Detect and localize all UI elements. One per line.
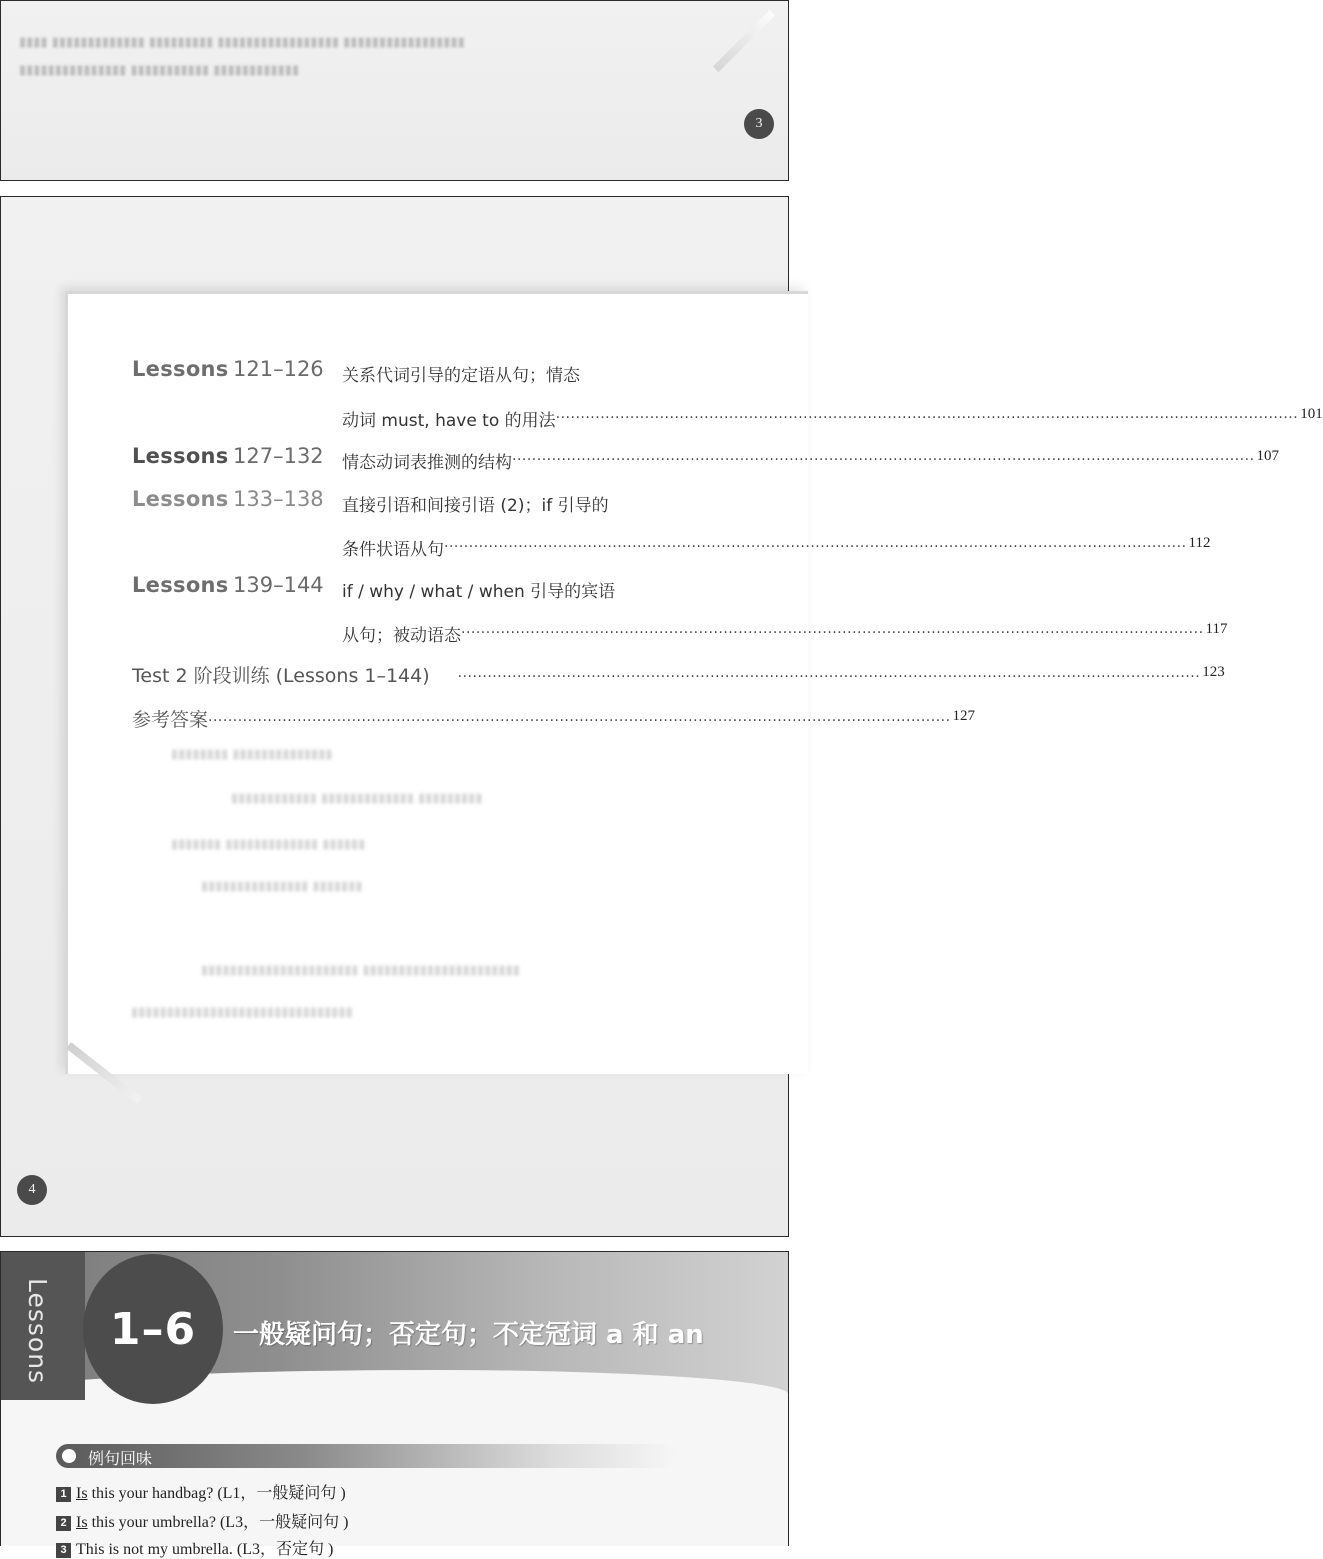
show-through-text: ▮▮▮▮▮▮▮▮▮▮▮▮▮▮▮ ▮▮▮▮▮▮▮ xyxy=(201,879,363,894)
page-number: 4 xyxy=(17,1175,47,1205)
lesson-range: 139–144 xyxy=(233,573,324,597)
entry-title-line2: 条件状语从句 xyxy=(342,540,444,560)
number-badge: 2 xyxy=(56,1516,71,1531)
answers-title: 参考答案 xyxy=(132,709,209,731)
dot-leader: ...................................................................................................................................................... xyxy=(461,621,1204,637)
entry-title: 直接引语和间接引语 (2)；if 引导的 xyxy=(342,496,609,516)
toc-entry-test[interactable] xyxy=(132,661,1225,688)
faded-text-line: ▮▮▮▮▮▮▮▮▮▮▮▮▮▮▮ ▮▮▮▮▮▮▮▮▮▮▮ ▮▮▮▮▮▮▮▮▮▮▮▮ xyxy=(19,63,300,78)
corner-decoration xyxy=(713,10,775,72)
sentence-text: this your handbag? (L1，一般疑问句 ) xyxy=(87,1485,346,1502)
show-through-text: ▮▮▮▮▮▮▮▮▮▮▮▮▮▮▮▮▮▮▮▮▮▮▮▮▮▮▮▮▮▮▮ xyxy=(131,1005,353,1020)
show-through-text: ▮▮▮▮▮▮▮▮▮▮▮▮ ▮▮▮▮▮▮▮▮▮▮▮▮▮ ▮▮▮▮▮▮▮▮▮ xyxy=(231,791,483,806)
lessons-vertical-label: Lessons xyxy=(23,1278,52,1385)
entry-title: if / why / what / when 引导的宾语 xyxy=(342,582,616,602)
example-sentence xyxy=(56,1509,348,1532)
dot-leader: ...................................................................................................................................................... xyxy=(208,709,951,725)
entry-title: 关系代词引导的定语从句；情态 xyxy=(342,366,580,386)
example-sentence xyxy=(56,1536,333,1559)
page-ref: 101 xyxy=(1300,406,1323,422)
entry-title-row xyxy=(342,448,1280,473)
test-title: Test 2 阶段训练 (Lessons 1–144) xyxy=(132,665,430,687)
entry-title-continued xyxy=(342,535,1211,560)
page-ref: 117 xyxy=(1205,621,1228,637)
number-badge: 1 xyxy=(56,1487,71,1502)
lessons-tab xyxy=(1,1252,85,1400)
toc-entry-answers[interactable] xyxy=(132,705,976,732)
show-through-text: ▮▮▮▮▮▮▮ ▮▮▮▮▮▮▮▮▮▮▮▮▮ ▮▮▮▮▮▮ xyxy=(171,837,366,852)
page-ref: 123 xyxy=(1202,664,1225,680)
lessons-label: Lessons xyxy=(132,444,229,468)
page-ref: 107 xyxy=(1256,448,1280,464)
entry-title-line2: 从句；被动语态 xyxy=(342,626,461,646)
lesson-page xyxy=(0,1251,789,1558)
example-sentence xyxy=(56,1480,346,1503)
dot-leader: ...................................................................................................................................................... xyxy=(444,535,1187,551)
bullet-icon xyxy=(62,1449,76,1463)
section-title: 例句回味 xyxy=(88,1449,153,1468)
lesson-range-badge: 1–6 xyxy=(83,1254,223,1404)
page-4-toc xyxy=(0,196,1323,1237)
page-ref: 127 xyxy=(952,708,976,724)
dot-leader: ...................................................................................................................................................... xyxy=(512,448,1255,464)
lesson-range: 133–138 xyxy=(233,487,324,511)
page-number: 3 xyxy=(744,109,774,139)
entry-title-continued xyxy=(342,406,1323,431)
dot-leader: ...................................................................................................................................................... xyxy=(457,665,1201,681)
faded-text-line: ▮▮▮▮ ▮▮▮▮▮▮▮▮▮▮▮▮▮ ▮▮▮▮▮▮▮▮▮ ▮▮▮▮▮▮▮▮▮▮▮▮▮▮▮▮▮ ▮▮▮▮▮▮▮▮▮▮▮▮▮▮▮▮▮ xyxy=(19,35,465,50)
entry-title-continued xyxy=(342,621,1228,646)
lessons-label: Lessons xyxy=(132,487,229,511)
lessons-label: Lessons xyxy=(132,357,229,381)
show-through-text: ▮▮▮▮▮▮▮▮ ▮▮▮▮▮▮▮▮▮▮▮▮▮▮ xyxy=(171,747,333,762)
number-badge: 3 xyxy=(56,1543,71,1558)
lesson-title: 一般疑问句；否定句；不定冠词 a 和 an xyxy=(233,1320,704,1350)
underlined-word: Is xyxy=(76,1514,88,1531)
lesson-range: 127–132 xyxy=(233,444,324,468)
page-3-fragment xyxy=(0,0,789,181)
page-ref: 112 xyxy=(1188,535,1211,551)
sentence-text: This is not my umbrella. (L3，否定句 ) xyxy=(76,1541,334,1558)
section-header xyxy=(56,1444,676,1468)
sentence-text: this your umbrella? (L3，一般疑问句 ) xyxy=(87,1514,349,1531)
underlined-word: Is xyxy=(76,1485,88,1502)
show-through-text: ▮▮▮▮▮▮▮▮▮▮▮▮▮▮▮▮▮▮▮▮▮▮ ▮▮▮▮▮▮▮▮▮▮▮▮▮▮▮▮▮▮▮▮▮▮ xyxy=(201,963,520,978)
lesson-range: 121–126 xyxy=(233,357,324,381)
entry-title: 情态动词表推测的结构 xyxy=(342,453,512,473)
lessons-label: Lessons xyxy=(132,573,229,597)
entry-title-line2: 动词 must, have to 的用法 xyxy=(342,411,556,431)
dot-leader: ...................................................................................................................................................... xyxy=(555,406,1299,422)
